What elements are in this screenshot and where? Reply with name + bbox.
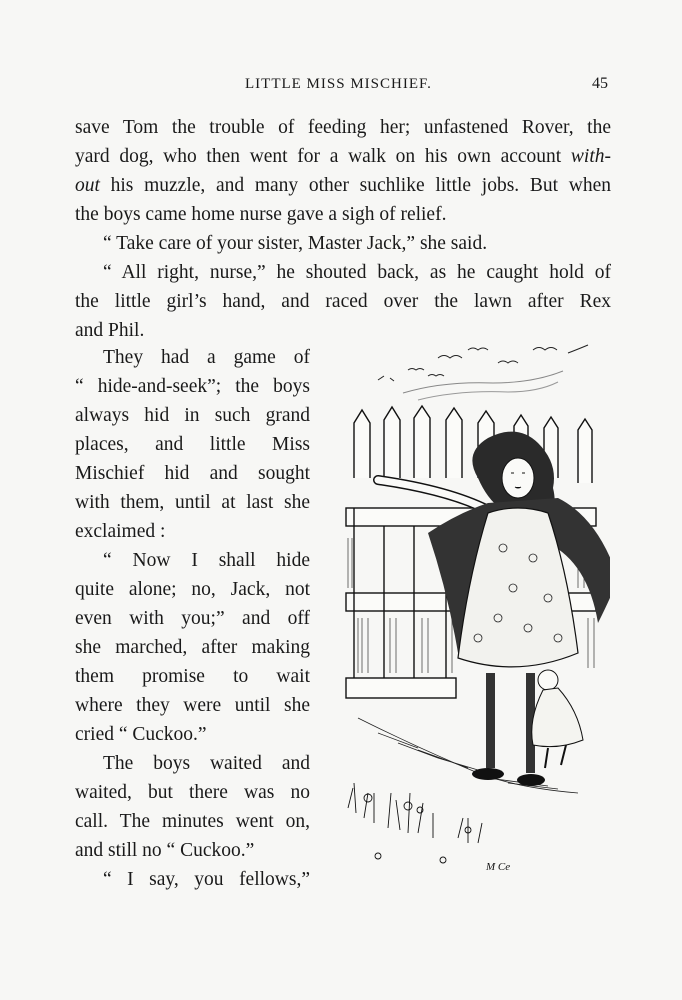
paragraph (75, 229, 611, 258)
text-line: waited, but there was no (75, 782, 310, 803)
paragraph (75, 343, 310, 546)
text-line: cried “ Cuckoo.” (75, 724, 207, 745)
flowers-grass-icon (348, 783, 482, 863)
text-line: “ All right, nurse,” he shouted back, as he caught hold of (103, 262, 611, 283)
text-line: and still no “ Cuckoo.” (75, 840, 255, 861)
paragraph (75, 258, 611, 345)
text-line: They had a game of (103, 347, 310, 368)
text-line: Mischief hid and sought (75, 463, 310, 484)
text-line: quite alone; no, Jack, not (75, 579, 310, 600)
text-line: “ I say, you fellows,” (103, 869, 310, 890)
text-line: out his muzzle, and many other suchlike little jobs. But when (75, 175, 611, 196)
italic-text: with- (570, 146, 611, 167)
text-line: where they were until she (75, 695, 310, 716)
text-line: call. The minutes went on, (75, 811, 310, 832)
italic-text: out (75, 175, 100, 196)
text-line: always hid in such grand (75, 405, 310, 426)
text-line: The boys waited and (103, 753, 310, 774)
paragraph (75, 113, 611, 229)
body-text-column (75, 343, 310, 894)
text-line: and Phil. (75, 320, 145, 341)
paragraph (75, 546, 310, 749)
text-line: save Tom the trouble of feeding her; unfastened Rover, the (75, 117, 611, 138)
text-line: with them, until at last she (75, 492, 310, 513)
page-number: 45 (592, 75, 608, 92)
text-line: even with you;” and off (75, 608, 310, 629)
text-line: the boys came home nurse gave a sigh of relief. (75, 204, 447, 225)
text-line: the little girl’s hand, and raced over the lawn after Rex (75, 291, 611, 312)
running-title: LITTLE MISS MISCHIEF. (245, 76, 432, 92)
text-line: yard dog, who then went for a walk on his own account with- (75, 146, 611, 167)
paragraph (75, 865, 310, 894)
paragraph (75, 749, 310, 865)
girl-with-doll-at-fence-engraving-icon (338, 338, 610, 893)
text-line: “ Take care of your sister, Master Jack,” she said. (103, 233, 488, 254)
text-line: exclaimed : (75, 521, 166, 542)
birds-icon (378, 345, 588, 400)
text-line: places, and little Miss (75, 434, 310, 455)
text-line: them promise to wait (75, 666, 310, 687)
artist-signature: M Ce (486, 861, 511, 873)
text-line: “ Now I shall hide (103, 550, 310, 571)
text-line: she marched, after making (75, 637, 310, 658)
text-line: “ hide-and-seek”; the boys (75, 376, 310, 397)
body-text-full-width (75, 113, 611, 345)
